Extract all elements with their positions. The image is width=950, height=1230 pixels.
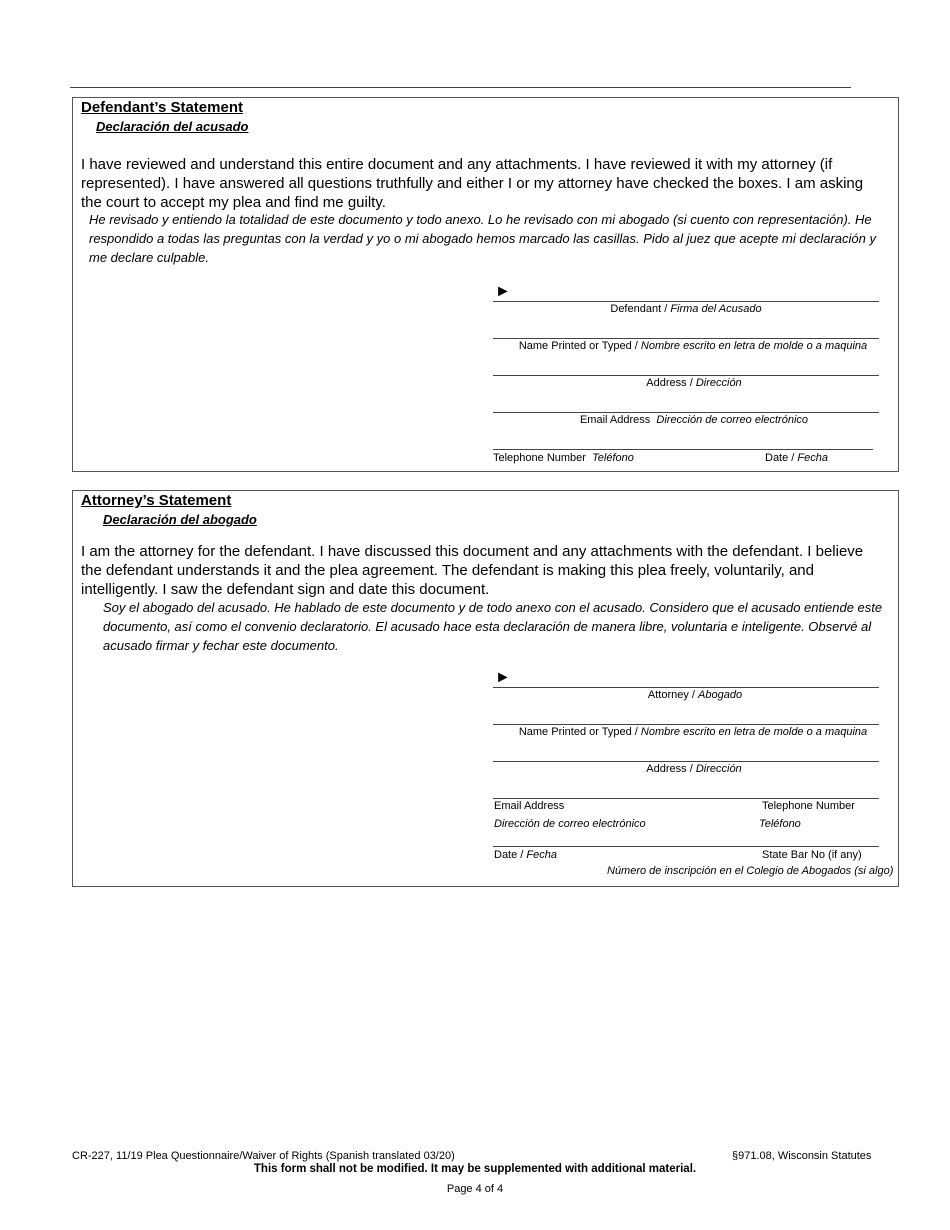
attorney-name-line[interactable] [493,724,879,725]
attorney-signature-caption: Attorney / Abogado [647,689,743,701]
attorney-name-caption: Name Printed or Typed / Nombre escrito en letra de molde o a maquina [518,726,868,738]
defendant-statement-title: Defendant’s Statement [81,99,243,116]
attorney-email-caption-es: Dirección de correo electrónico [494,818,646,830]
footer-page-number: Page 4 of 4 [446,1183,504,1195]
footer-statute: §971.08, Wisconsin Statutes [732,1150,872,1162]
defendant-signature-line[interactable] [493,301,879,302]
defendant-phone-date-line[interactable] [493,449,873,450]
defendant-signature-arrow-icon: ► [495,283,511,300]
attorney-email-caption-en: Email Address [494,800,565,812]
footer-form-id: CR-227, 11/19 Plea Questionnaire/Waiver of Rights (Spanish translated 03/20) [72,1150,455,1162]
defendant-date-caption: Date / Fecha [765,452,828,464]
attorney-bar-caption-es: Número de inscripción en el Colegio de Abogados (si algo) [607,865,894,877]
defendant-email-line[interactable] [493,412,879,413]
attorney-signature-line[interactable] [493,687,879,688]
attorney-address-line[interactable] [493,761,879,762]
attorney-phone-caption-en: Telephone Number [762,800,855,812]
attorney-statement-subtitle: Declaración del abogado [103,512,257,527]
defendant-signature-caption: Defendant / Firma del Acusado [610,303,762,315]
attorney-date-caption: Date / Fecha [494,849,557,861]
attorney-date-bar-line[interactable] [493,846,879,847]
attorney-bar-caption-en: State Bar No (if any) [762,849,862,861]
attorney-signature-arrow-icon: ► [495,669,511,686]
defendant-name-caption: Name Printed or Typed / Nombre escrito en letra de molde o a maquina [518,340,868,352]
attorney-phone-caption-es: Teléfono [759,818,801,830]
footer-notice: This form shall not be modified. It may be supplemented with additional material. [253,1163,697,1175]
defendant-address-caption: Address / Dirección [646,377,742,389]
defendant-address-line[interactable] [493,375,879,376]
attorney-paragraph-es: Soy el abogado del acusado. He hablado de este documento y de todo anexo con el acusado. Considero que el acusado entiende este documento, así como el convenio declaratorio. El acusado hace esta declaración de manera libre, voluntaria e inteligente. Observé al acusado firmar y fechar este documento. [103,600,883,653]
defendant-phone-caption: Telephone Number Teléfono [493,452,634,464]
defendant-paragraph-en: I have reviewed and understand this entire document and any attachments. I have reviewed it with my attorney (if represented). I have answered all questions truthfully and either I or my attorney have checked the boxes. I am asking the court to accept my plea and find me guilty. [81,156,864,211]
attorney-address-caption: Address / Dirección [646,763,742,775]
defendant-email-caption: Email Address Dirección de correo electrónico [579,414,809,426]
defendant-name-line[interactable] [493,338,879,339]
defendant-paragraph-es: He revisado y entiendo la totalidad de este documento y todo anexo. Lo he revisado con mi abogado (si cuento con representación). He respondido a todas las preguntas con la verdad y yo o mi abogado hemos marcado las casillas. Pido al juez que acepte mi declaración y me declare culpable. [89,212,876,265]
attorney-statement-title: Attorney’s Statement [81,492,232,509]
attorney-paragraph-en: I am the attorney for the defendant. I have discussed this document and any attachments with the defendant. I believe the defendant understands it and the plea agreement. The defendant is making this plea freely, voluntarily, and intelligently. I saw the defendant sign and date this document. [81,543,864,598]
attorney-email-phone-line[interactable] [493,798,879,799]
defendant-statement-subtitle: Declaración del acusado [96,119,249,134]
top-rule [70,87,851,88]
